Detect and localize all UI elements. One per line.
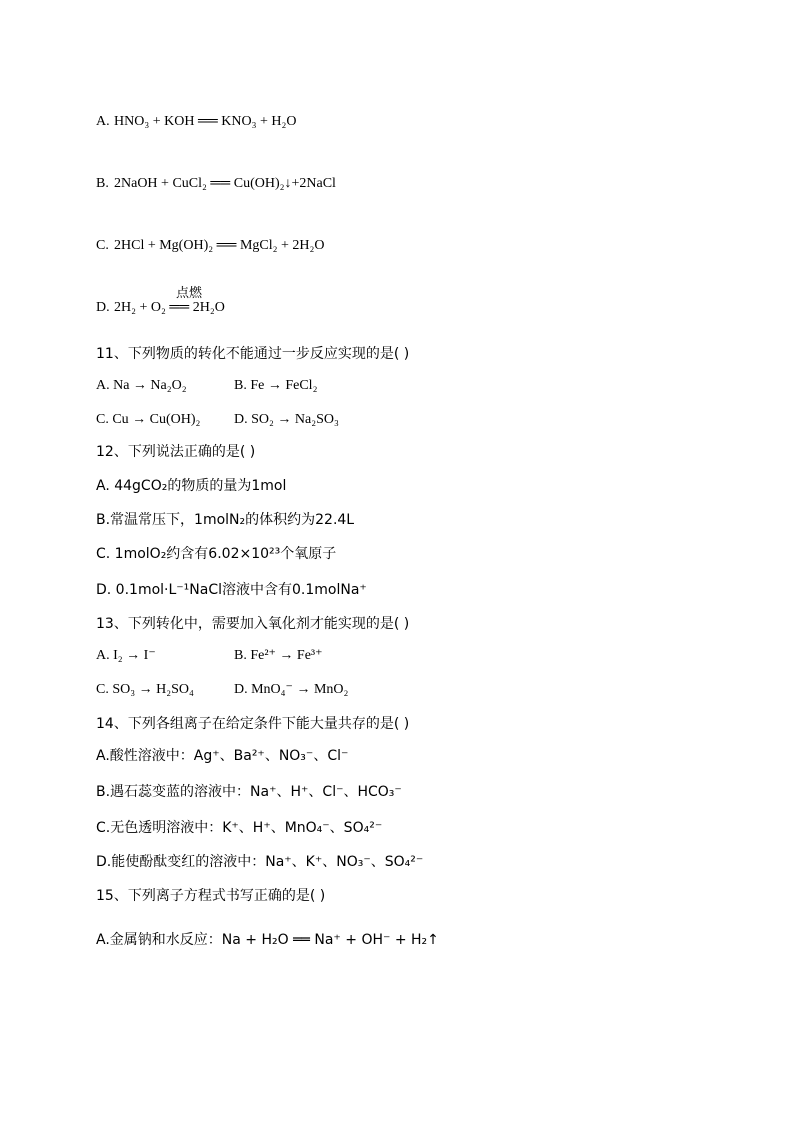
- equation-b: [114, 174, 336, 194]
- question-12-stem: 12、下列说法正确的是( ): [96, 444, 256, 460]
- q11-option-b: B. Fe → FeCl₂: [234, 378, 318, 393]
- option-b-equation: B.: [96, 176, 109, 191]
- equation-c: [114, 236, 325, 256]
- q11-option-d: D. SO₂ → Na₂SO₃: [234, 412, 339, 427]
- equation-a: [114, 112, 297, 132]
- q14-option-c: C.无色透明溶液中：K⁺、H⁺、MnO₄⁻、SO₄²⁻: [96, 820, 383, 836]
- option-d-equation: D.: [96, 300, 110, 315]
- option-a-equation: A.: [96, 114, 110, 129]
- q14-option-a: A.酸性溶液中：Ag⁺、Ba²⁺、NO₃⁻、Cl⁻: [96, 748, 349, 764]
- equation-d: [114, 298, 225, 318]
- question-15-stem: 15、下列离子方程式书写正确的是( ): [96, 888, 326, 904]
- q12-option-d: D. 0.1mol·L⁻¹NaCl溶液中含有0.1molNa⁺: [96, 582, 367, 598]
- q12-option-c: C. 1molO₂约含有6.02×10²³个氧原子: [96, 546, 337, 562]
- q13-option-a: A. I₂ → I⁻: [96, 648, 156, 663]
- q13-option-d: D. MnO₄⁻ → MnO₂: [234, 682, 349, 697]
- equation-a-text: HNO₃ + KOH ══ KNO₃ + H₂O: [114, 114, 297, 129]
- q13-option-b: B. Fe²⁺ → Fe³⁺: [234, 648, 323, 663]
- equation-c-text: 2HCl + Mg(OH)₂ ══ MgCl₂ + 2H₂O: [114, 238, 325, 253]
- q11-option-c: C. Cu → Cu(OH)₂: [96, 412, 201, 427]
- q15-option-a: A.金属钠和水反应：Na + H₂O ══ Na⁺ + OH⁻ + H₂↑: [96, 932, 439, 948]
- equation-d-text: 2H₂ + O₂ ══ 2H₂O: [114, 300, 225, 315]
- q12-option-a: A. 44gCO₂的物质的量为1mol: [96, 478, 287, 494]
- question-14-stem: 14、下列各组离子在给定条件下能大量共存的是( ): [96, 716, 410, 732]
- question-11-stem: 11、下列物质的转化不能通过一步反应实现的是( ): [96, 346, 410, 362]
- q12-option-b: B.常温常压下，1molN₂的体积约为22.4L: [96, 512, 355, 528]
- q14-option-d: D.能使酚酞变红的溶液中：Na⁺、K⁺、NO₃⁻、SO₄²⁻: [96, 854, 424, 870]
- equation-b-text: 2NaOH + CuCl₂ ══ Cu(OH)₂↓+2NaCl: [114, 176, 336, 191]
- option-c-equation: C.: [96, 238, 109, 253]
- q13-option-c: C. SO₃ → H₂SO₄: [96, 682, 194, 697]
- condition-text: 点燃: [176, 286, 203, 301]
- q14-option-b: B.遇石蕊变蓝的溶液中：Na⁺、H⁺、Cl⁻、HCO₃⁻: [96, 784, 402, 800]
- q11-option-a: A. Na → Na₂O₂: [96, 378, 187, 393]
- question-13-stem: 13、下列转化中，需要加入氧化剂才能实现的是( ): [96, 616, 410, 632]
